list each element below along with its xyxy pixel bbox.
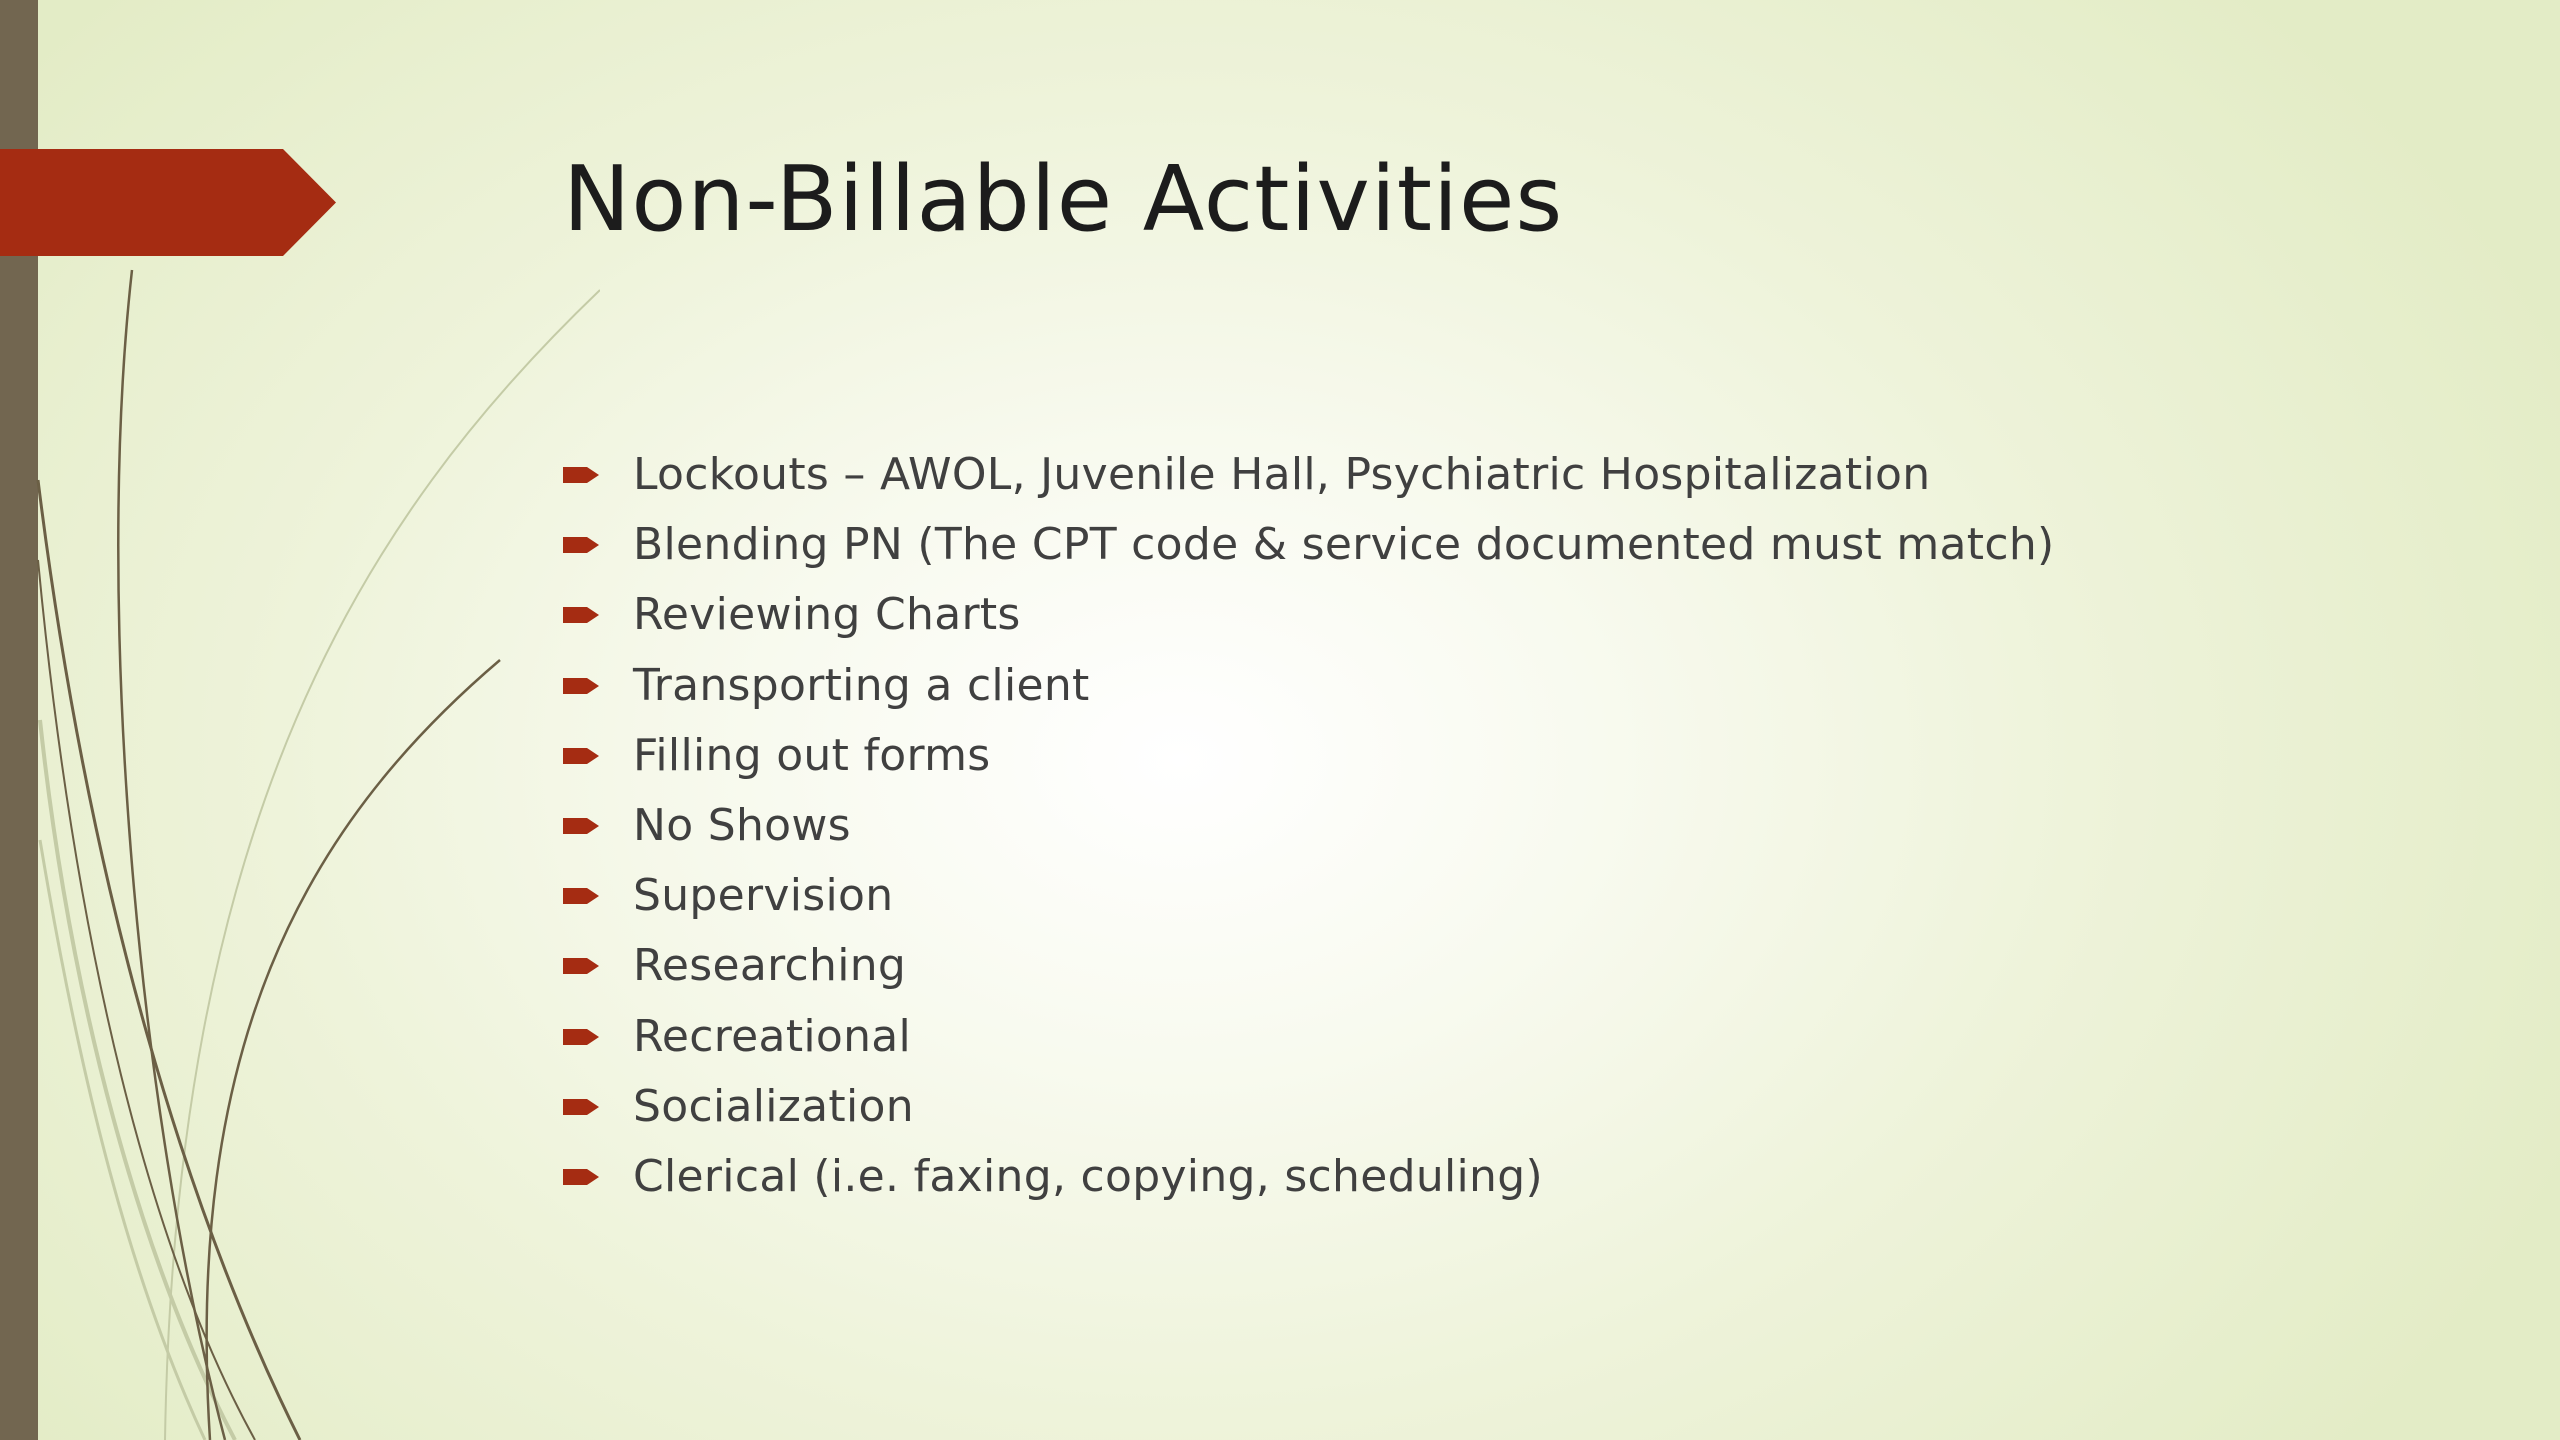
bullet-text: Socialization — [633, 1080, 914, 1132]
arrow-bullet-icon — [563, 1026, 599, 1048]
bullet-text: Researching — [633, 940, 907, 992]
bullet-item — [563, 721, 2054, 791]
bullet-text: Reviewing Charts — [633, 589, 1021, 641]
bullet-text: Lockouts – AWOL, Juvenile Hall, Psychiatric Hospitalization — [633, 449, 1931, 501]
bullet-item — [563, 1072, 2054, 1142]
curve-dark-3 — [207, 660, 500, 1440]
bullet-list — [563, 440, 2054, 1212]
arrow-bullet-icon — [563, 1096, 599, 1118]
bullet-text: Transporting a client — [633, 659, 1090, 711]
bullet-item — [563, 580, 2054, 650]
title-arrow-shape — [0, 149, 336, 256]
arrow-bullet-icon — [563, 604, 599, 626]
bullet-text: Blending PN (The CPT code & service documented must match) — [633, 519, 2055, 571]
title-arrow-banner — [0, 149, 336, 256]
bullet-item — [563, 651, 2054, 721]
bullet-text: Recreational — [633, 1010, 912, 1062]
bullet-item — [563, 440, 2054, 510]
arrow-bullet-icon — [563, 1166, 599, 1188]
arrow-bullet-icon — [563, 675, 599, 697]
bullet-item — [563, 791, 2054, 861]
curve-light-1 — [165, 290, 600, 1440]
arrow-bullet-icon — [563, 464, 599, 486]
bullet-text: Filling out forms — [633, 729, 991, 781]
bullet-text: Supervision — [633, 870, 894, 922]
arrow-bullet-icon — [563, 534, 599, 556]
bullet-item — [563, 931, 2054, 1001]
bullet-text: Clerical (i.e. faxing, copying, scheduling) — [633, 1150, 1543, 1202]
bullet-item — [563, 1142, 2054, 1212]
arrow-bullet-icon — [563, 885, 599, 907]
arrow-bullet-icon — [563, 815, 599, 837]
bullet-item — [563, 510, 2054, 580]
bullet-text: No Shows — [633, 800, 851, 852]
arrow-bullet-icon — [563, 745, 599, 767]
slide-title: Non-Billable Activities — [563, 147, 1564, 252]
bullet-item — [563, 1002, 2054, 1072]
bullet-item — [563, 861, 2054, 931]
arrow-bullet-icon — [563, 955, 599, 977]
